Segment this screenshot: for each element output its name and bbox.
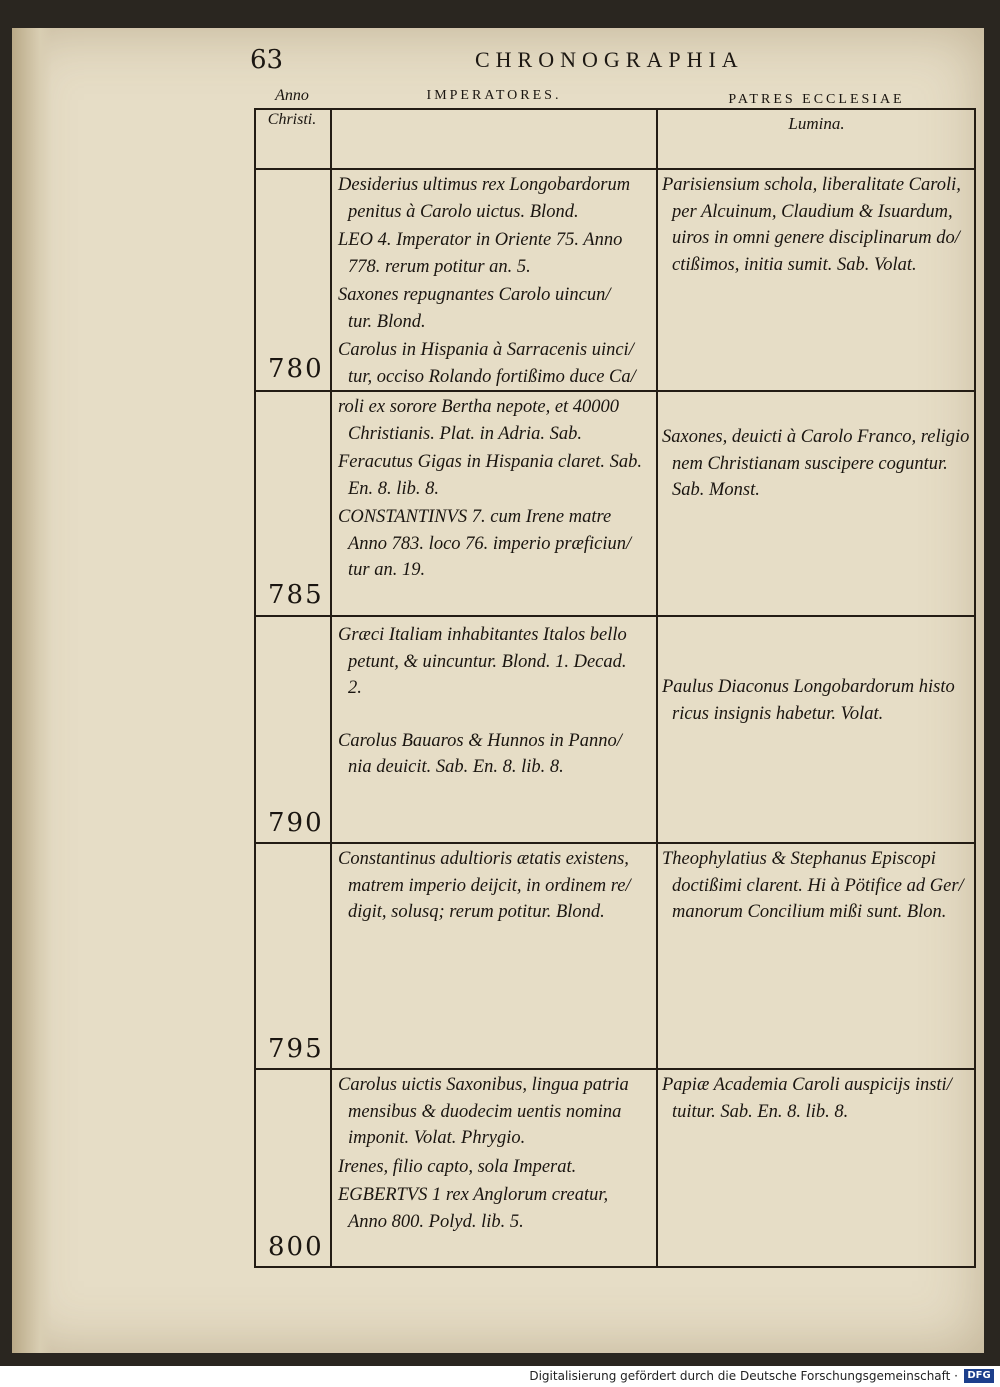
rule-year xyxy=(330,108,332,1268)
list-item xyxy=(338,227,654,280)
entry-line: En. 8. lib. 8. xyxy=(348,478,439,499)
rule-row-795 xyxy=(254,1068,976,1070)
entry-line: Anno 783. loco 76. imperio præficiun/ xyxy=(348,533,632,554)
entry-line: Saxones repugnantes Carolo uincun/ xyxy=(338,285,611,305)
entry-line: nia deuicit. Sab. En. 8. lib. 8. xyxy=(348,757,564,777)
rule-bottom xyxy=(254,1266,976,1268)
page-header xyxy=(245,45,945,79)
digitization-footer xyxy=(0,1366,1000,1387)
list-item xyxy=(338,282,654,335)
list-item xyxy=(662,424,972,504)
list-item xyxy=(662,172,972,278)
entry-line: Desiderius ultimus rex Longobardorum xyxy=(338,175,631,195)
list-item xyxy=(338,394,654,447)
list-item xyxy=(338,1182,654,1235)
entry-line: Carolus Bauaros & Hunnos in Panno/ xyxy=(338,730,622,751)
dfg-logo: DFG xyxy=(964,1369,994,1383)
column-header-patres-line2: Lumina. xyxy=(788,114,845,133)
rule-right xyxy=(974,108,976,1268)
entry-line: Irenes, filio capto, sola Imperat. xyxy=(338,1156,577,1177)
column-header-anno-line1: Anno xyxy=(275,87,309,104)
footer-credit: Digitalisierung gefördert durch die Deutsche Forschungsgemeinschaft · xyxy=(529,1369,958,1383)
rule-row-785 xyxy=(254,615,976,617)
list-item xyxy=(338,337,654,390)
entry-line: Papiæ Academia Caroli auspicijs insti/ xyxy=(662,1075,952,1095)
entry-line: tur. Blond. xyxy=(348,311,426,332)
list-item xyxy=(662,674,972,727)
list-item xyxy=(338,172,654,225)
chronology-table xyxy=(254,80,978,1266)
entry-line: petunt, & uincuntur. Blond. 1. Decad. xyxy=(348,651,627,672)
entry-line: matrem imperio deijcit, in ordinem re/ xyxy=(348,875,631,896)
page-number: 63 xyxy=(250,45,284,75)
column-header-anno xyxy=(258,84,326,132)
entry-line: Parisiensium schola, liberalitate Caroli, xyxy=(662,175,961,195)
entry-line: Saxones, deuicti à Carolo Franco, religio xyxy=(662,427,970,447)
entry-line: manorum Concilium mißi sunt. Blon. xyxy=(672,902,947,922)
page-gutter-shadow xyxy=(12,28,52,1353)
entry-line: penitus à Carolo uictus. Blond. xyxy=(348,201,579,222)
entry-line: ctißimos, initia sumit. Sab. Volat. xyxy=(672,254,917,275)
year-label: 795 xyxy=(268,1034,324,1064)
row-800-patres xyxy=(662,1072,972,1127)
rule-header-bottom xyxy=(254,168,976,170)
entry-line: Anno 800. Polyd. lib. 5. xyxy=(348,1211,524,1232)
list-item xyxy=(338,449,654,502)
row-795-imperatores xyxy=(338,846,654,928)
entry-line: 778. rerum potitur an. 5. xyxy=(348,256,531,277)
entry-line: roli ex sorore Bertha nepote, et 40000 xyxy=(338,397,620,417)
rule-row-790 xyxy=(254,842,976,844)
column-header-patres xyxy=(659,88,974,136)
entry-line: Paulus Diaconus Longobardorum histo xyxy=(662,677,955,697)
entry-line: Carolus uictis Saxonibus, lingua patria xyxy=(338,1075,629,1095)
list-item xyxy=(662,846,972,926)
entry-line: EGBERTVS 1 rex Anglorum creatur, xyxy=(338,1185,609,1205)
year-label: 785 xyxy=(268,580,324,610)
column-header-anno-line2: Christi. xyxy=(267,111,317,128)
list-item xyxy=(338,622,654,702)
entry-line: Constantinus adultioris ætatis existens, xyxy=(338,849,629,869)
year-label: 780 xyxy=(268,354,324,384)
row-785-imperatores xyxy=(338,394,654,586)
row-780-patres xyxy=(662,172,972,280)
entry-line: tur an. 19. xyxy=(348,560,426,580)
entry-line: tur, occiso Rolando fortißimo duce Ca/ xyxy=(348,366,636,387)
list-item xyxy=(338,1154,654,1181)
entry-line: Græci Italiam inhabitantes Italos bello xyxy=(338,625,627,645)
list-item xyxy=(338,504,654,584)
entry-line: Theophylatius & Stephanus Episcopi xyxy=(662,849,936,869)
entry-line: CONSTANTINVS 7. cum Irene matre xyxy=(338,507,612,527)
list-item xyxy=(338,728,654,781)
list-item xyxy=(662,1072,972,1125)
entry-line: doctißimi clarent. Hi à Pötifice ad Ger/ xyxy=(672,875,964,896)
entry-line: per Alcuinum, Claudium & Isuardum, xyxy=(672,201,953,222)
entry-line: 2. xyxy=(348,678,362,698)
entry-line: imponit. Volat. Phrygio. xyxy=(348,1128,526,1148)
rule-left xyxy=(254,108,256,1268)
entry-line: Sab. Monst. xyxy=(672,480,760,500)
column-header-patres-line1: PATRES ECCLESIAE xyxy=(728,92,905,107)
entry-line: Carolus in Hispania à Sarracenis uinci/ xyxy=(338,340,634,360)
entry-line: nem Christianam suscipere coguntur. xyxy=(672,453,948,474)
entry-line: uiros in omni genere disciplinarum do/ xyxy=(672,228,960,248)
row-790-imperatores xyxy=(338,622,654,783)
year-label: 790 xyxy=(268,808,324,838)
row-795-patres xyxy=(662,846,972,928)
year-label: 800 xyxy=(268,1232,324,1262)
row-790-patres xyxy=(662,674,972,729)
entry-line: ricus insignis habetur. Volat. xyxy=(672,703,884,724)
entry-line: mensibus & duodecim uentis nomina xyxy=(348,1101,622,1122)
running-head: CHRONOGRAPHIA xyxy=(475,47,744,72)
column-header-imperatores: IMPERATORES. xyxy=(426,88,562,103)
row-780-imperatores xyxy=(338,172,654,392)
list-item xyxy=(338,1072,654,1152)
entry-line: digit, solusq; rerum potitur. Blond. xyxy=(348,902,605,922)
row-800-imperatores xyxy=(338,1072,654,1237)
rule-middle xyxy=(656,108,658,1268)
entry-line: Feracutus Gigas in Hispania claret. Sab. xyxy=(338,452,643,472)
entry-line: Christianis. Plat. in Adria. Sab. xyxy=(348,423,583,444)
list-item xyxy=(338,846,654,926)
entry-line: tuitur. Sab. En. 8. lib. 8. xyxy=(672,1101,849,1122)
row-785-patres xyxy=(662,424,972,506)
entry-line: LEO 4. Imperator in Oriente 75. Anno xyxy=(338,230,623,250)
